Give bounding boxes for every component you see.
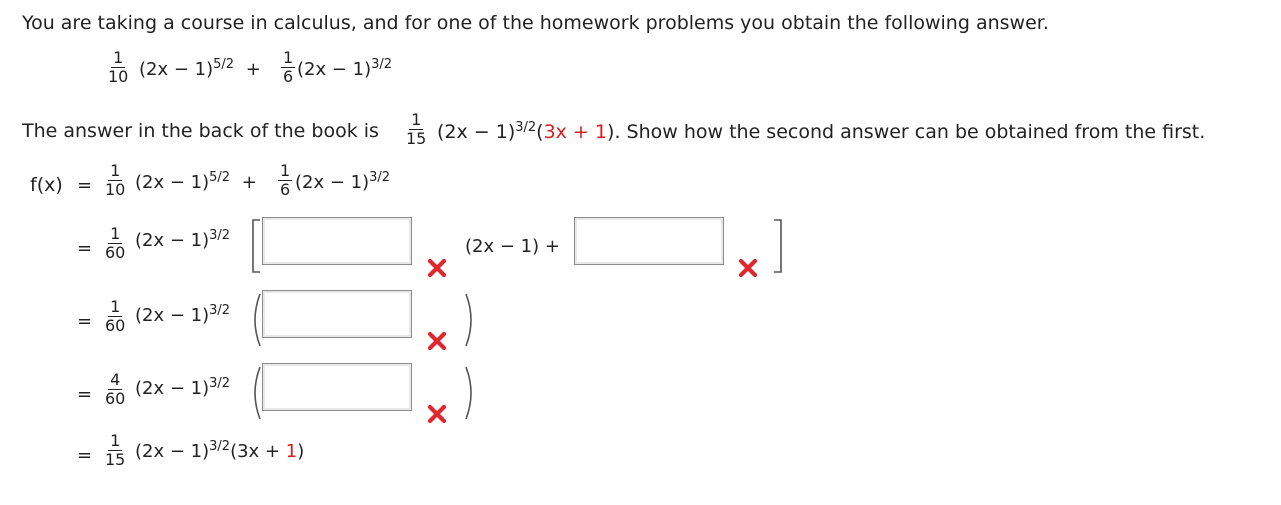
line5-open-paren: ( — [230, 441, 238, 462]
book-inner: 3x + — [543, 121, 595, 143]
incorrect-x-icon — [426, 257, 448, 279]
line5-term: (2x − 1) — [135, 441, 210, 462]
answer-input-1[interactable] — [262, 217, 412, 265]
given-term-2: (2x − 1) — [297, 59, 372, 80]
book-prefix: The answer in the back of the book is — [22, 120, 379, 142]
line3-term: (2x − 1) — [135, 305, 210, 326]
given-exponent-1: 5/2 — [213, 57, 235, 72]
line2-middle-term: (2x − 1) + — [465, 236, 560, 257]
answer-input-4[interactable] — [262, 363, 412, 411]
book-fraction: $\frac{1}{15}$ — [406, 110, 427, 148]
line1-fraction-2: $\frac{1}{6}$ — [280, 161, 291, 199]
line1-exponent-1: 5/2 — [209, 170, 231, 185]
equals-sign-3: = — [77, 311, 93, 332]
book-exponent: 3/2 — [515, 120, 537, 135]
given-fraction-1: $\frac{1}{10}$ — [108, 48, 129, 86]
incorrect-x-icon — [737, 257, 759, 279]
line2-exponent: 3/2 — [209, 228, 231, 243]
line3-fraction: $\frac{1}{60}$ — [105, 297, 126, 335]
line1-term-1: (2x − 1) — [135, 172, 210, 193]
right-square-bracket — [772, 218, 784, 274]
left-paren — [248, 292, 262, 348]
incorrect-x-icon — [426, 403, 448, 425]
line1-term-2: (2x − 1) — [295, 172, 370, 193]
given-fraction-2: $\frac{1}{6}$ — [283, 48, 294, 86]
line1-exponent-2: 3/2 — [369, 170, 391, 185]
given-exponent-2: 3/2 — [371, 57, 393, 72]
right-paren — [464, 292, 478, 348]
left-paren — [248, 365, 262, 421]
book-open-paren: ( — [536, 121, 544, 143]
line4-exponent: 3/2 — [209, 376, 231, 391]
equals-sign-2: = — [77, 238, 93, 259]
line3-exponent: 3/2 — [209, 303, 231, 318]
line5-close-paren: ) — [297, 441, 305, 462]
equals-sign-4: = — [77, 384, 93, 405]
problem-intro: You are taking a course in calculus, and for one of the homework problems you obtain the following answer. — [22, 12, 1049, 34]
book-close-paren: ) — [607, 121, 615, 143]
book-term: (2x − 1) — [437, 121, 516, 143]
given-term-1: (2x − 1) — [139, 59, 214, 80]
line4-term: (2x − 1) — [135, 378, 210, 399]
book-one: 1 — [594, 121, 608, 143]
left-square-bracket — [250, 218, 262, 274]
line5-fraction: $\frac{1}{15}$ — [105, 431, 126, 469]
fx-label: f(x) — [30, 174, 63, 196]
line1-plus: + — [241, 172, 257, 193]
given-plus: + — [245, 59, 261, 80]
incorrect-x-icon — [426, 330, 448, 352]
answer-input-2[interactable] — [574, 217, 724, 265]
book-suffix: . Show how the second answer can be obtained from the first. — [614, 121, 1206, 143]
line4-fraction: $\frac{4}{60}$ — [105, 370, 126, 408]
answer-input-3[interactable] — [262, 290, 412, 338]
line5-one: 1 — [285, 441, 298, 462]
equals-sign-5: = — [77, 445, 93, 466]
line5-inner: 3x + — [237, 441, 286, 462]
line5-exponent: 3/2 — [209, 439, 231, 454]
line1-fraction-1: $\frac{1}{10}$ — [105, 161, 126, 199]
line2-fraction: $\frac{1}{60}$ — [105, 224, 126, 262]
equals-sign-1: = — [77, 175, 93, 196]
line2-term: (2x − 1) — [135, 230, 210, 251]
right-paren — [464, 365, 478, 421]
